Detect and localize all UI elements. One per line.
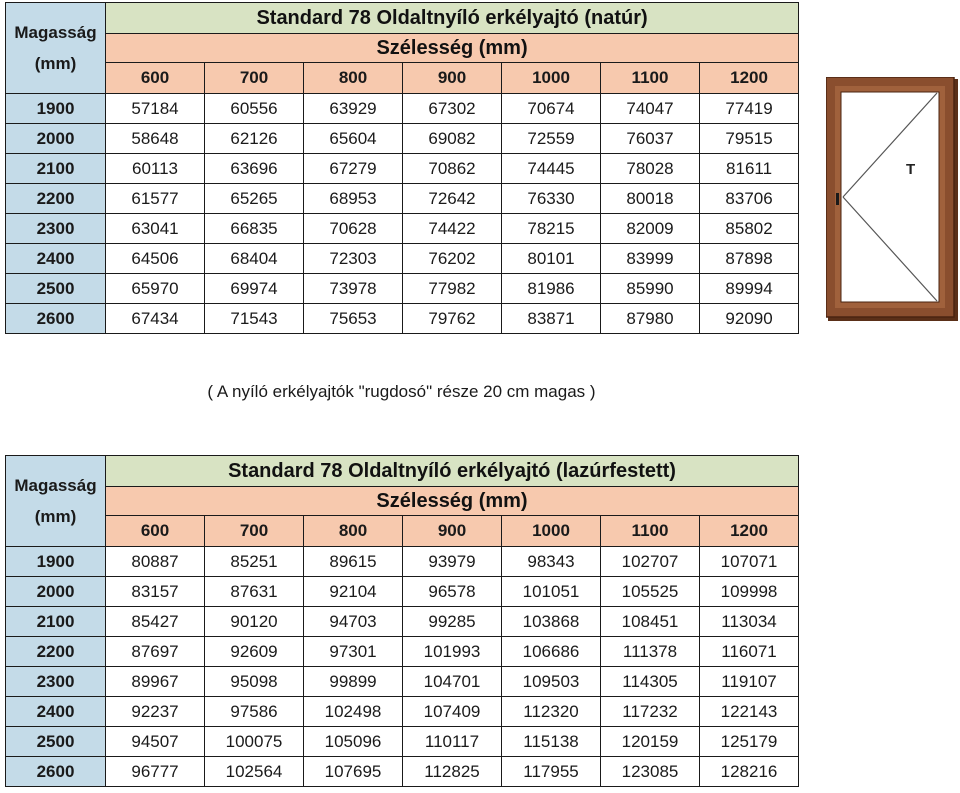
price-cell: 68404 [205, 244, 304, 274]
price-table-lazur [5, 455, 799, 787]
price-cell: 89615 [304, 547, 403, 577]
width-column-header: 700 [205, 63, 304, 94]
price-cell: 65970 [106, 274, 205, 304]
price-cell: 69082 [403, 124, 502, 154]
price-cell: 95098 [205, 667, 304, 697]
price-cell: 83157 [106, 577, 205, 607]
price-cell: 100075 [205, 727, 304, 757]
price-cell: 101993 [403, 637, 502, 667]
price-cell: 107071 [700, 547, 799, 577]
price-cell: 120159 [601, 727, 700, 757]
price-cell: 102498 [304, 697, 403, 727]
price-cell: 63041 [106, 214, 205, 244]
price-cell: 87980 [601, 304, 700, 334]
width-column-header: 1200 [700, 63, 799, 94]
price-cell: 104701 [403, 667, 502, 697]
price-cell: 82009 [601, 214, 700, 244]
price-cell: 111378 [601, 637, 700, 667]
table-row [6, 757, 799, 787]
width-column-header: 800 [304, 516, 403, 547]
height-row-header: 2100 [6, 154, 106, 184]
price-cell: 113034 [700, 607, 799, 637]
corner-label-height: Magasság [14, 23, 97, 42]
price-cell: 128216 [700, 757, 799, 787]
price-cell: 78028 [601, 154, 700, 184]
price-cell: 70674 [502, 94, 601, 124]
price-cell: 85427 [106, 607, 205, 637]
price-cell: 89967 [106, 667, 205, 697]
price-cell: 110117 [403, 727, 502, 757]
price-cell: 92104 [304, 577, 403, 607]
table-row [6, 547, 799, 577]
width-column-header: 600 [106, 516, 205, 547]
price-cell: 114305 [601, 667, 700, 697]
price-cell: 70862 [403, 154, 502, 184]
price-cell: 80018 [601, 184, 700, 214]
table-row [6, 304, 799, 334]
height-row-header: 1900 [6, 547, 106, 577]
price-cell: 57184 [106, 94, 205, 124]
width-column-header: 1100 [601, 63, 700, 94]
price-cell: 79762 [403, 304, 502, 334]
price-cell: 63929 [304, 94, 403, 124]
price-cell: 78215 [502, 214, 601, 244]
price-cell: 77982 [403, 274, 502, 304]
price-cell: 65604 [304, 124, 403, 154]
height-row-header: 2600 [6, 757, 106, 787]
price-cell: 63696 [205, 154, 304, 184]
price-cell: 76037 [601, 124, 700, 154]
price-cell: 83706 [700, 184, 799, 214]
note-text: ( A nyíló erkélyajtók "rugdosó" része 20 cm magas ) [207, 382, 596, 401]
price-cell: 97586 [205, 697, 304, 727]
table-row [6, 667, 799, 697]
height-row-header: 2400 [6, 244, 106, 274]
table-row [6, 124, 799, 154]
price-cell: 92609 [205, 637, 304, 667]
price-cell: 83871 [502, 304, 601, 334]
table-title: Standard 78 Oldaltnyíló erkélyajtó (lazúrfestett) [106, 456, 799, 487]
price-cell: 103868 [502, 607, 601, 637]
table-row [6, 154, 799, 184]
price-cell: 77419 [700, 94, 799, 124]
price-cell: 107409 [403, 697, 502, 727]
price-cell: 85990 [601, 274, 700, 304]
price-cell: 105525 [601, 577, 700, 607]
price-cell: 65265 [205, 184, 304, 214]
window-type-label: T [906, 161, 916, 178]
price-cell: 74047 [601, 94, 700, 124]
price-cell: 67434 [106, 304, 205, 334]
height-row-header: 2000 [6, 124, 106, 154]
price-cell: 61577 [106, 184, 205, 214]
width-column-header: 900 [403, 516, 502, 547]
price-cell: 81611 [700, 154, 799, 184]
table-row [6, 244, 799, 274]
price-cell: 96777 [106, 757, 205, 787]
price-cell: 123085 [601, 757, 700, 787]
corner-label-height: Magasság [14, 476, 97, 495]
table-row [6, 274, 799, 304]
height-row-header: 2300 [6, 667, 106, 697]
height-row-header: 2400 [6, 697, 106, 727]
price-cell: 80101 [502, 244, 601, 274]
price-cell: 115138 [502, 727, 601, 757]
price-cell: 106686 [502, 637, 601, 667]
price-cell: 74445 [502, 154, 601, 184]
price-cell: 68953 [304, 184, 403, 214]
price-cell: 69974 [205, 274, 304, 304]
price-cell: 99899 [304, 667, 403, 697]
table-row [6, 94, 799, 124]
price-cell: 112825 [403, 757, 502, 787]
width-column-header: 600 [106, 63, 205, 94]
price-cell: 102564 [205, 757, 304, 787]
price-cell: 98343 [502, 547, 601, 577]
window-handle [836, 193, 839, 205]
price-cell: 67302 [403, 94, 502, 124]
price-cell: 60113 [106, 154, 205, 184]
width-column-header: 1000 [502, 516, 601, 547]
width-column-header: 700 [205, 516, 304, 547]
height-row-header: 1900 [6, 94, 106, 124]
height-row-header: 2500 [6, 274, 106, 304]
price-cell: 76330 [502, 184, 601, 214]
price-cell: 90120 [205, 607, 304, 637]
price-cell: 85802 [700, 214, 799, 244]
price-cell: 105096 [304, 727, 403, 757]
price-cell: 92090 [700, 304, 799, 334]
height-row-header: 2200 [6, 184, 106, 214]
price-cell: 76202 [403, 244, 502, 274]
price-cell: 109503 [502, 667, 601, 697]
height-row-header: 2600 [6, 304, 106, 334]
price-cell: 112320 [502, 697, 601, 727]
price-table-natur [5, 2, 799, 334]
window-glass [841, 92, 939, 302]
price-cell: 92237 [106, 697, 205, 727]
width-header: Szélesség (mm) [106, 487, 799, 516]
price-cell: 102707 [601, 547, 700, 577]
price-cell: 96578 [403, 577, 502, 607]
price-cell: 87697 [106, 637, 205, 667]
price-cell: 125179 [700, 727, 799, 757]
price-cell: 66835 [205, 214, 304, 244]
table-row [6, 607, 799, 637]
height-row-header: 2000 [6, 577, 106, 607]
width-column-header: 1100 [601, 516, 700, 547]
table-row [6, 184, 799, 214]
price-cell: 89994 [700, 274, 799, 304]
table-row [6, 697, 799, 727]
price-cell: 117955 [502, 757, 601, 787]
width-header: Szélesség (mm) [106, 34, 799, 63]
price-cell: 87898 [700, 244, 799, 274]
table-title: Standard 78 Oldaltnyíló erkélyajtó (natúr) [106, 3, 799, 34]
width-column-header: 1200 [700, 516, 799, 547]
corner-label-unit: (mm) [34, 54, 77, 73]
corner-header [6, 3, 106, 94]
price-cell: 72642 [403, 184, 502, 214]
price-cell: 83999 [601, 244, 700, 274]
price-cell: 87631 [205, 577, 304, 607]
price-cell: 70628 [304, 214, 403, 244]
corner-header [6, 456, 106, 547]
price-cell: 99285 [403, 607, 502, 637]
price-cell: 109998 [700, 577, 799, 607]
price-cell: 85251 [205, 547, 304, 577]
price-cell: 81986 [502, 274, 601, 304]
price-cell: 122143 [700, 697, 799, 727]
price-cell: 79515 [700, 124, 799, 154]
price-cell: 107695 [304, 757, 403, 787]
table-row [6, 637, 799, 667]
width-column-header: 900 [403, 63, 502, 94]
price-cell: 119107 [700, 667, 799, 697]
price-cell: 60556 [205, 94, 304, 124]
table-row [6, 577, 799, 607]
price-cell: 108451 [601, 607, 700, 637]
height-row-header: 2100 [6, 607, 106, 637]
price-cell: 94507 [106, 727, 205, 757]
price-cell: 72559 [502, 124, 601, 154]
price-cell: 94703 [304, 607, 403, 637]
price-cell: 97301 [304, 637, 403, 667]
price-cell: 117232 [601, 697, 700, 727]
width-column-header: 800 [304, 63, 403, 94]
price-cell: 116071 [700, 637, 799, 667]
price-cell: 71543 [205, 304, 304, 334]
price-cell: 74422 [403, 214, 502, 244]
price-cell: 58648 [106, 124, 205, 154]
height-row-header: 2300 [6, 214, 106, 244]
width-column-header: 1000 [502, 63, 601, 94]
price-cell: 64506 [106, 244, 205, 274]
price-cell: 62126 [205, 124, 304, 154]
price-cell: 73978 [304, 274, 403, 304]
price-cell: 101051 [502, 577, 601, 607]
price-cell: 93979 [403, 547, 502, 577]
table-row [6, 214, 799, 244]
height-row-header: 2500 [6, 727, 106, 757]
price-cell: 67279 [304, 154, 403, 184]
price-cell: 72303 [304, 244, 403, 274]
window-diagram [826, 77, 958, 321]
price-cell: 80887 [106, 547, 205, 577]
price-cell: 75653 [304, 304, 403, 334]
corner-label-unit: (mm) [34, 507, 77, 526]
height-row-header: 2200 [6, 637, 106, 667]
table-row [6, 727, 799, 757]
